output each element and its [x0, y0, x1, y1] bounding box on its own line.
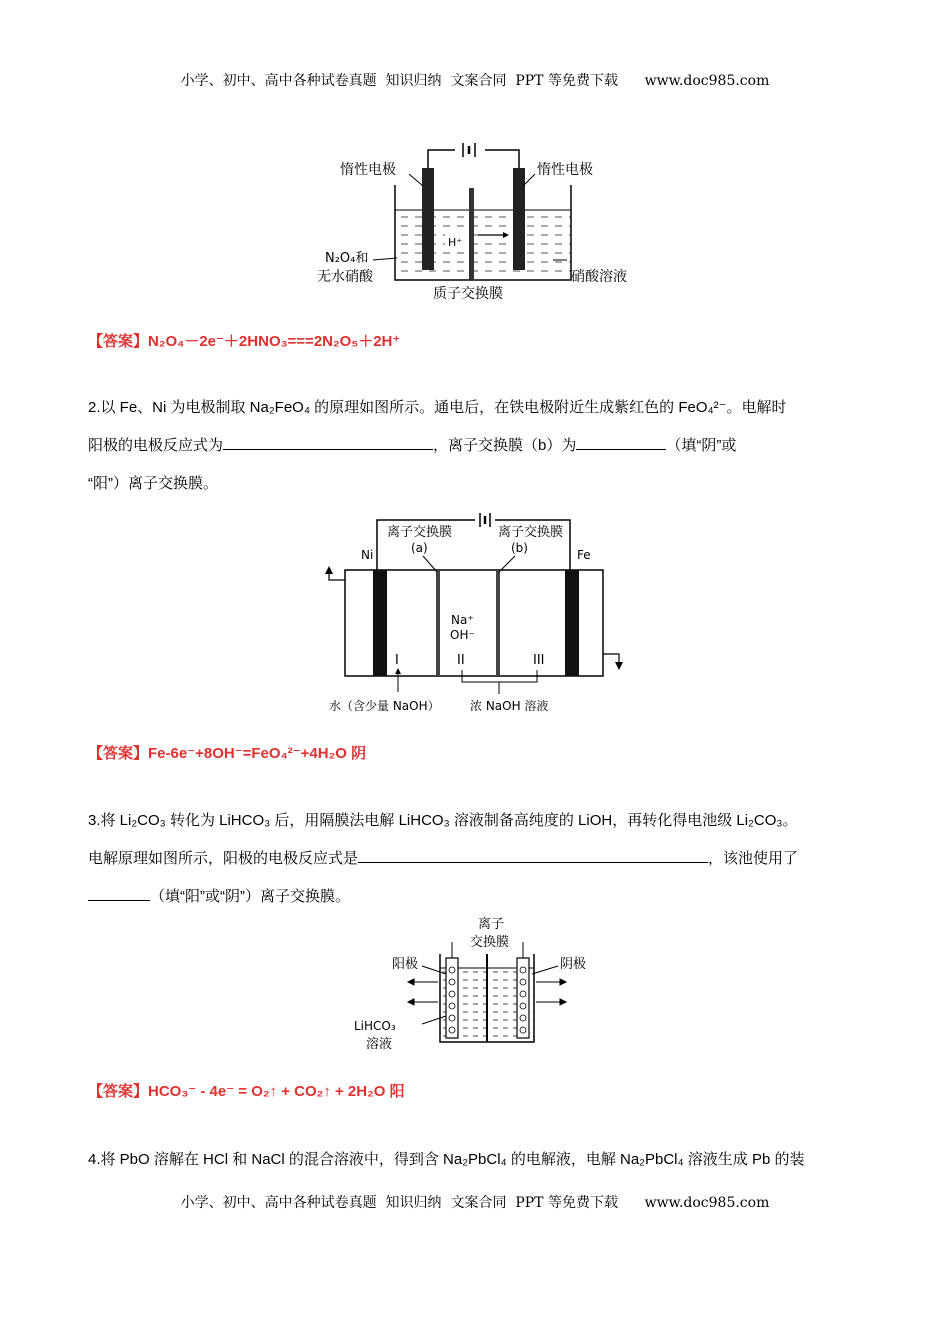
bottom-right-label: 浓 NaOH 溶液: [470, 699, 549, 712]
room-1-label: I: [395, 653, 399, 668]
question-line: 2.以 Fe、Ni 为电极制取 Na₂FeO₄ 的原理如图所示。通电后，在铁电极附近生成紫红色的 FeO₄²⁻。电解时: [88, 399, 787, 416]
question-2: [88, 389, 868, 503]
oh-ion-label: OH⁻: [450, 628, 475, 642]
membrane-label-2: 交换膜: [470, 935, 510, 950]
question-line: 阳极的电极反应式为 ，离子交换膜（b）为 （填“阴”或: [88, 427, 868, 465]
membrane-label: 质子交换膜: [433, 286, 503, 300]
answer-text: Fe-6e⁻+8OH⁻=FeO₄²⁻+4H₂O 阴: [148, 745, 367, 762]
membrane-b-letter: (b): [511, 541, 528, 555]
figure-1-electrolysis: [315, 140, 645, 300]
bottom-left-label: 水（含少量 NaOH）: [329, 699, 440, 712]
answer-text: HCO₃⁻ - 4e⁻ = O₂↑ + CO₂↑ + 2H₂O 阳: [148, 1083, 405, 1100]
cathode-label: 阴极: [560, 957, 587, 972]
answer-tag: 【答案】: [88, 333, 149, 350]
question-line: 电解原理如图所示，阳极的电极反应式是 ，该池使用了: [88, 840, 868, 878]
question-3: [88, 802, 868, 916]
page-header: 小学、初中、高中各种试卷真题 知识归纳 文案合同 PPT 等免费下载 www.doc985.com: [180, 73, 770, 89]
answer-text: N₂O₄－2e⁻＋2HNO₃===2N₂O₅＋2H⁺: [148, 333, 401, 350]
answer-tag: 【答案】: [88, 1083, 149, 1100]
question-4: [88, 1141, 868, 1179]
answer-1: [88, 330, 400, 351]
answer-blank[interactable]: [88, 882, 150, 901]
left-electrode-label: 惰性电极: [340, 162, 396, 178]
left-solution-label-1: N₂O₄和: [325, 251, 369, 266]
page-footer: 小学、初中、高中各种试卷真题 知识归纳 文案合同 PPT 等免费下载 www.doc985.com: [180, 1195, 770, 1211]
ion-label: H⁺: [448, 236, 463, 249]
anode-label: 阳极: [392, 957, 419, 972]
right-solution-label: 硝酸溶液: [571, 269, 627, 285]
solution-label-1: LiHCO₃: [354, 1019, 396, 1033]
membrane-a-letter: (a): [411, 541, 428, 555]
answer-2: [88, 742, 366, 763]
membrane-a-label: 离子交换膜: [387, 525, 453, 540]
right-electrode-label: 惰性电极: [537, 162, 593, 178]
question-line: 3.将 Li₂CO₃ 转化为 LiHCO₃ 后，用隔膜法电解 LiHCO₃ 溶液制备高纯度的 LiOH，再转化得电池级 Li₂CO₃。: [88, 812, 798, 829]
question-line: “阳”）离子交换膜。: [88, 475, 218, 492]
figure-2-electrolysis: [315, 512, 635, 712]
solution-label-2: 溶液: [366, 1037, 393, 1052]
membrane-b-label: 离子交换膜: [498, 525, 564, 540]
room-3-label: III: [533, 653, 545, 668]
membrane-label-1: 离子: [478, 917, 505, 932]
left-solution-label-2: 无水硝酸: [317, 269, 373, 285]
fe-label: Fe: [577, 548, 591, 562]
ni-label: Ni: [361, 548, 374, 562]
room-2-label: II: [457, 653, 465, 668]
figure-3-electrolysis: [352, 912, 612, 1062]
question-line: 4.将 PbO 溶解在 HCl 和 NaCl 的混合溶液中，得到含 Na₂PbCl₄ 的电解液，电解 Na₂PbCl₄ 溶液生成 Pb 的装: [88, 1151, 805, 1168]
answer-blank[interactable]: [223, 431, 433, 450]
question-line: （填“阳”或“阴”）离子交换膜。: [88, 878, 868, 916]
na-ion-label: Na⁺: [451, 613, 474, 627]
answer-blank[interactable]: [358, 844, 708, 863]
answer-3: [88, 1080, 405, 1101]
answer-tag: 【答案】: [88, 745, 149, 762]
answer-blank[interactable]: [576, 431, 666, 450]
